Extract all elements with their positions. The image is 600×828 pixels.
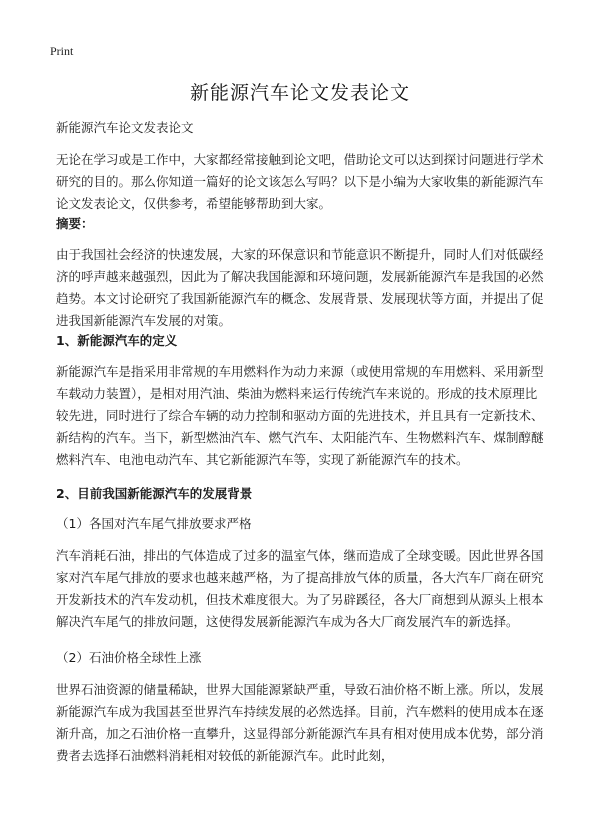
sub1-paragraph: 汽车消耗石油，排出的气体造成了过多的温室气体，继而造成了全球变暖。因此世界各国家对汽车尾气排放的要求也越来越严格，为了提高排放气体的质量，各大汽车厂商在研究开发新技术的汽车发动机，但技术难度很大。为了另辟蹊径，各大厂商想到从源头上根本解决汽车尾气的排放问题，这使得发展新能源汽车成为各大厂商发展汽车的新选择。 xyxy=(56,548,544,629)
section1-paragraph: 新能源汽车是指采用非常规的车用燃料作为动力来源（或使用常规的车用燃料、采用新型车载动力装置），是相对用汽油、柴油为燃料来运行传统汽车来说的。形成的技术原理比较先进，同时进行了综合车辆的动力控制和驱动方面的先进技术，并且具有一定新技术、新结构的汽车。当下，新型燃油汽车、燃气汽车、太阳能汽车、生物燃料汽车、煤制醇醚燃料汽车、电池电动汽车、其它新能源汽车等，实现了新能源汽车的技术。 xyxy=(56,364,544,467)
sub2-paragraph: 世界石油资源的储量稀缺，世界大国能源紧缺严重，导致石油价格不断上涨。所以，发展新能源汽车成为我国甚至世界汽车持续发展的必然选择。目前，汽车燃料的使用成本在逐渐升高，加之石油价格一直攀升，这显得部分新能源汽车具有相对使用成本优势，部分消费者去选择石油燃料消耗相对较低的新能源汽车。此时此刻， xyxy=(56,682,544,763)
section2-heading: 2、目前我国新能源汽车的发展背景 xyxy=(56,486,253,501)
abstract-paragraph: 由于我国社会经济的快速发展，大家的环保意识和节能意识不断提升，同时人们对低碳经济的呼声越来越强烈，因此为了解决我国能源和环境问题，发展新能源汽车是我国的必然趋势。本文讨论研究了我国新能源汽车的概念、发展背景、发展现状等方面，并提出了促进我国新能源汽车发展的对策。 xyxy=(56,247,544,328)
section1-heading: 1、新能源汽车的定义 xyxy=(56,333,178,348)
intro-paragraph: 无论在学习或是工作中，大家都经常接触到论文吧，借助论文可以达到探讨问题进行学术研究的目的。那么你知道一篇好的论文该怎么写吗？以下是小编为大家收集的新能源汽车论文发表论文，仅供参考，希望能够帮助到大家。 xyxy=(56,152,544,211)
page-title: 新能源汽车论文发表论文 xyxy=(189,82,410,104)
sub2-heading: （2）石油价格全球性上涨 xyxy=(56,650,202,665)
sub1-heading: （1）各国对汽车尾气排放要求严格 xyxy=(56,516,252,531)
subtitle: 新能源汽车论文发表论文 xyxy=(56,120,194,135)
print-label: Print xyxy=(50,44,74,58)
abstract-heading: 摘要： xyxy=(56,216,94,231)
